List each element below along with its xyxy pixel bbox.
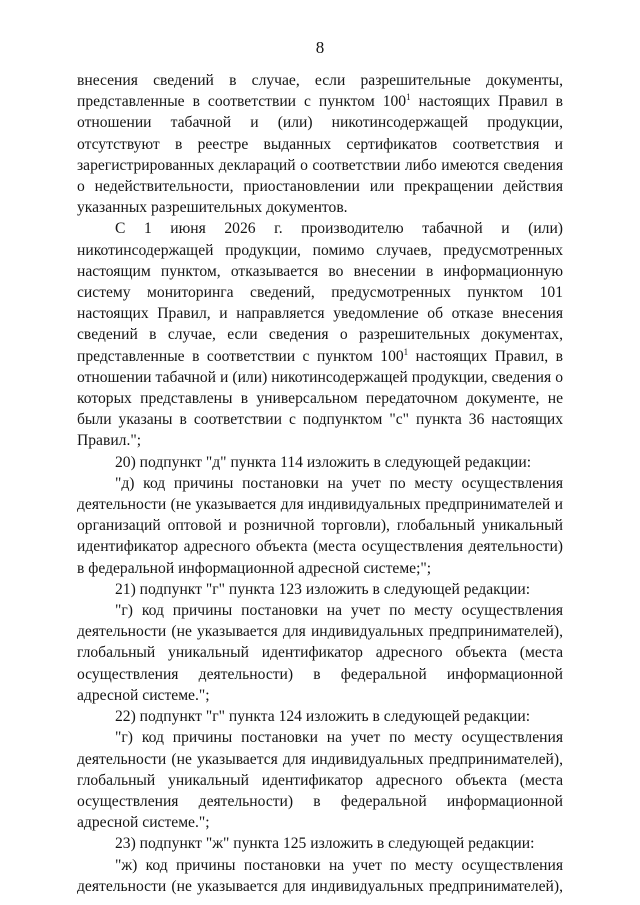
amendment-heading-21: 21) подпункт "г" пункта 123 изложить в следующей редакции: [115,580,531,598]
page-number: 8 [315,38,325,57]
amendment-text-22: "г) код причины постановки на учет по месту осуществления деятельности (не указывается для индивидуальных предпринимателей), глобальный уникальный идентификатор адресного объекта (места осуществления деятельности) в федеральной информационной адресной системе."; [77,729,563,832]
superscript: 1 [406,92,411,103]
superscript: 1 [403,346,409,357]
amendment-text-20: "д) код причины постановки на учет по месту осуществления деятельности (не указывается для индивидуальных предпринимателей и организаций оптовой и розничной торговли), глобальный уникальный идентификатор адресного объекта (места осуществления деятельности) в федеральной информационной адресной системе;"; [77,474,563,577]
paragraph-continuation: внесения сведений в случае, если разрешительные документы, представленные в соответствии с пунктом $100^1$ настоящих Правил в отношении табачной и (или) никотинсодержащей продукции, отсутствуют в реестре выданных сертификатов соответствия и зарегистрированных деклараций о соответствии либо имеются сведения о недействительности, приостановлении или прекращении действия указанных разрешительных документов. [77,72,563,217]
document-body [77,70,563,897]
amendment-text-23: "ж) код причины постановки на учет по месту осуществления деятельности (не указывается для индивидуальных предпринимателей), [77,856,563,895]
paragraph-from-june-2026: С 1 июня 2026 г. производителю табачной и (или) никотинсодержащей продукции, помимо случаев, предусмотренных настоящим пунктом, отказывается во внесении в информационную систему мониторинга сведений, предусмотренных пунктом 101 настоящих Правил, и направляется уведомление об отказе внесения сведений в случае, если сведения о разрешительных документах, представленные в соответствии с пунктом $100^1$ настоящих Правил, в отношении табачной и (или) никотинсодержащей продукции, сведения о которых представлены в универсальном передаточном документе, не были указаны в соответствии с подпунктом "с" пункта 36 настоящих Правил."; [77,220,563,450]
amendment-heading-20: 20) подпункт "д" пункта 114 изложить в следующей редакции: [115,453,532,471]
amendment-text-21: "г) код причины постановки на учет по месту осуществления деятельности (не указывается для индивидуальных предпринимателей), глобальный уникальный идентификатор адресного объекта (места осуществления деятельности) в федеральной информационной адресной системе."; [77,602,563,704]
amendment-heading-22: 22) подпункт "г" пункта 124 изложить в следующей редакции: [115,708,531,726]
amendment-heading-23: 23) подпункт "ж" пункта 125 изложить в следующей редакции: [115,835,535,853]
